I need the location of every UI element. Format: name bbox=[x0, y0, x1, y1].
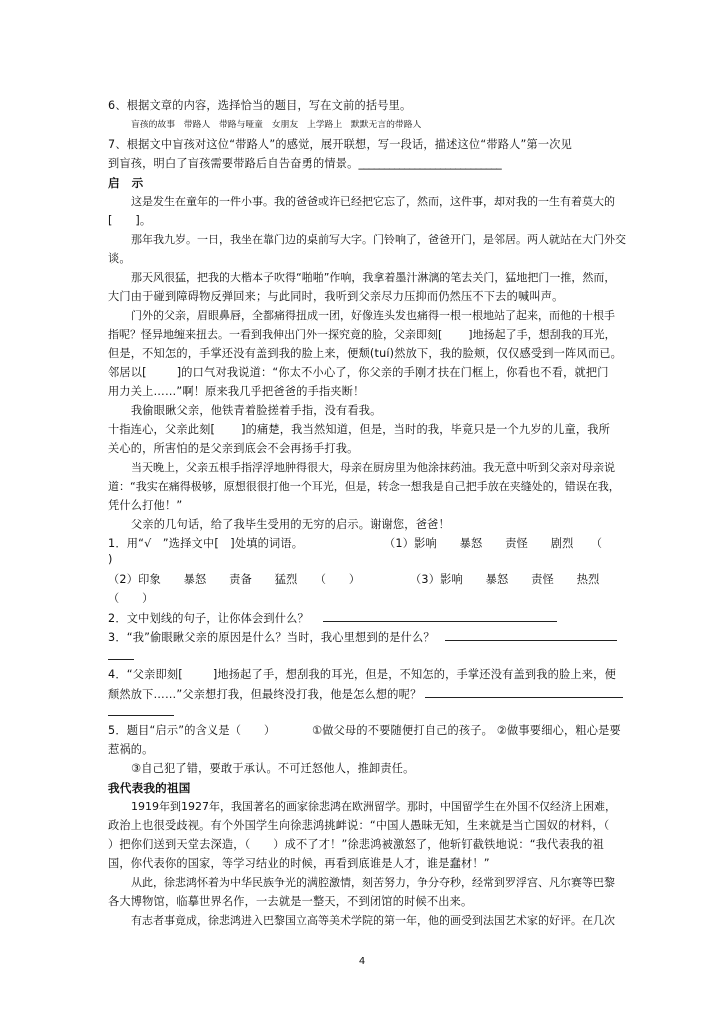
paragraph-2-line-1: 那年我九岁。一日，我坐在靠门边的桌前写大字。门铃响了，爸爸开门，是邻居。两人就站在大门外交 bbox=[131, 233, 626, 246]
question-7-line-1: 7、根据文中盲孩对这位“带路人”的感觉，展开联想，写一段话，描述这位“带路人”第一次见 bbox=[108, 138, 573, 151]
paragraph-4-text-d: ]的口气对我说道：“你太不小心了，你父亲的手刚才扶在门框上，你看也不看，就把门 bbox=[176, 366, 609, 379]
exercise-1-line-3 bbox=[108, 573, 628, 587]
exercise-3-answer-line[interactable] bbox=[445, 630, 617, 641]
section-title-qishi: 启 示 bbox=[108, 176, 144, 190]
exercise-4-text-a: 4．“父亲即刻[ bbox=[108, 668, 183, 681]
exercise-1-option-3[interactable]: （3）影响 暴怒 责怪 热烈 bbox=[410, 573, 600, 586]
exercise-2 bbox=[108, 611, 628, 626]
exercise-2-prompt: 2．文中划线的句子，让你体会到什么？ bbox=[108, 612, 309, 625]
exercise-4-line-3 bbox=[108, 705, 628, 720]
question-7-line-2 bbox=[108, 157, 628, 171]
paragraph-4-line-2 bbox=[108, 328, 628, 342]
paragraph-1-line-2: [ ]。 bbox=[108, 214, 152, 227]
exercise-4-answer-line-2[interactable] bbox=[108, 705, 174, 716]
exercise-5-prompt: 5．题目“启示”的含义是（ ） bbox=[108, 724, 276, 737]
page-number: 4 bbox=[358, 956, 366, 967]
exercise-4-line-2 bbox=[108, 687, 628, 702]
zuguo-paragraph-1-line-2: 政治上也很受歧视。有个外国学生向徐悲鸿挑衅说：“中国人愚昧无知，生来就是当亡国奴的材料，（ bbox=[108, 819, 610, 832]
exercise-5-line-2: 惹祸的。 bbox=[108, 743, 154, 756]
question-6-options: 盲孩的故事 带路人 带路与哑童 女朋友 上学路上 默默无言的带路人 bbox=[131, 120, 422, 130]
paragraph-3-line-2: 大门由于碰到障碍物反弹回来；与此同时，我听到父亲尽力压抑而仍然压不下去的喊叫声。 bbox=[108, 290, 564, 303]
paragraph-4-text-a: 指呢？怪异地缠来扭去。一看到我伸出门外一探究竟的脸，父亲即刻[ bbox=[108, 328, 443, 341]
paragraph-7-line-3: 凭什么打他！” bbox=[108, 499, 183, 512]
question-7-answer-blank[interactable]: ____________________________ bbox=[358, 157, 502, 170]
paragraph-6-text-b: ]的痛楚，我当然知道，但是，当时的我，毕竟只是一个九岁的儿童，我所 bbox=[241, 423, 611, 436]
paragraph-5-line-1: 我偷眼瞅父亲，他铁青着脸搓着手指，没有看我。 bbox=[131, 404, 382, 417]
zuguo-paragraph-1-line-1: 1919年到1927年，我国著名的画家徐悲鸿在欧洲留学。那时，中国留学生在外国不仅经济上困难， bbox=[131, 800, 616, 813]
exercise-3-answer-line-2[interactable] bbox=[108, 649, 134, 660]
exercise-4-prompt: 颓然放下……”父亲想打我，但最终没打我，他是怎么想的呢？ bbox=[108, 688, 422, 701]
paragraph-4-line-5: 用力关上……”啊！原来我几乎把爸爸的手指夹断！ bbox=[108, 385, 365, 398]
paragraph-6-line-1 bbox=[108, 423, 628, 437]
exercise-1-option-2[interactable]: （2）印象 暴怒 责备 猛烈 （ ） bbox=[108, 573, 361, 586]
zuguo-paragraph-3-line-1: 有志者事竟成，徐悲鸿进入巴黎国立高等美术学院的第一年，他的画受到法国艺术家的好评。在几次 bbox=[131, 914, 615, 927]
exercise-1-prompt: 1．用“√ ”选择文中[ ]处填的词语。 bbox=[108, 537, 304, 550]
zuguo-paragraph-2-line-1: 从此，徐悲鸿怀着为中华民族争光的满腔激情，刻苦努力，争分夺秒，经常到罗浮宫、凡尔赛等巴黎 bbox=[131, 876, 615, 889]
section-title-zuguo: 我代表我的祖国 bbox=[108, 781, 191, 795]
exercise-4-text-b: ]地扬起了手，想刮我的耳光，但是，不知怎的，手掌还没有盖到我的脸上来，便 bbox=[212, 668, 616, 681]
exercise-4 bbox=[108, 668, 628, 682]
paragraph-4-text-b: ]地扬起了手，想刮我的耳光， bbox=[468, 328, 616, 341]
paragraph-4-line-1: 门外的父亲，眉眼鼻唇，全都痛得扭成一团，好像连头发也痛得一根一根地站了起来，而他的十根手 bbox=[131, 309, 615, 322]
paragraph-4-line-3: 但是，不知怎的，手掌还没有盖到我的脸上来，便颓(tuí)然放下，我的脸颊，仅仅感受到一阵风而已。 bbox=[108, 347, 622, 360]
exercise-5-option-3: ③自己犯了错，要敢于承认。不可迁怒他人，推卸责任。 bbox=[131, 762, 415, 775]
zuguo-paragraph-1-line-3: ）把你们送到天堂去深造，（ ）成不了才！”徐悲鸿被激怒了，他斩钉截铁地说：“我代表我的祖 bbox=[108, 838, 605, 851]
exercise-3-prompt: 3．“我”偷眼瞅父亲的原因是什么？当时，我心里想到的是什么？ bbox=[108, 631, 435, 644]
zuguo-paragraph-1-line-4: 国，你代表你的国家，等学习结业的时候，再看到底谁是人才，谁是蠢材！” bbox=[108, 857, 490, 870]
paragraph-3-line-1: 那天风很猛，把我的大楷本子吹得“啪啪”作响，我拿着墨汁淋漓的笔去关门，猛地把门一推，然而， bbox=[131, 271, 616, 284]
question-6-prompt: 6、根据文章的内容，选择恰当的题目，写在文前的括号里。 bbox=[108, 99, 412, 112]
exercise-1-line-2: ) bbox=[108, 553, 113, 566]
question-7-text: 到盲孩，明白了盲孩需要带路后自告奋勇的情景。 bbox=[108, 157, 359, 170]
paragraph-1-line-1: 这是发生在童年的一件小事。我的爸爸或许已经把它忘了，然而，这件事，却对我的一生有着莫大的 bbox=[131, 195, 615, 208]
paragraph-8-line-1: 父亲的几句话，给了我毕生受用的无穷的启示。谢谢您，爸爸！ bbox=[131, 518, 450, 531]
paragraph-6-text-a: 十指连心，父亲此刻[ bbox=[108, 423, 216, 436]
exercise-1-option-1[interactable]: （1）影响 暴怒 责怪 剧烈 （ bbox=[384, 537, 603, 550]
paragraph-6-line-2: 关心的，所害怕的是父亲到底会不会再扬手打我。 bbox=[108, 442, 359, 455]
paragraph-7-line-2: 道：“我实在痛得极够，原想很很打他一个耳光，但是，转念一想我是自己把手放在夹缝处的，错误在我， bbox=[108, 480, 620, 493]
paragraph-4-line-4 bbox=[108, 366, 628, 380]
paragraph-2-line-2: 谈。 bbox=[108, 252, 131, 265]
exercise-3-line-2 bbox=[108, 649, 628, 664]
exercise-3 bbox=[108, 630, 628, 645]
exercise-4-answer-line[interactable] bbox=[425, 687, 623, 698]
paragraph-4-text-c: 邻居以[ bbox=[108, 366, 147, 379]
exercise-2-answer-line[interactable] bbox=[323, 611, 557, 622]
zuguo-paragraph-2-line-2: 各大博物馆，临摹世界名作，一去就是一整天，不到闭馆的时候不出来。 bbox=[108, 895, 473, 908]
exercise-1-line-4: （ ） bbox=[108, 592, 154, 605]
exercise-5-options-1-2: ①做父母的不要随便打自己的孩子。 ②做事要细心，粗心是要 bbox=[312, 724, 621, 737]
exercise-1-line-1 bbox=[108, 537, 628, 551]
paragraph-7-line-1: 当天晚上，父亲五根手指浮浮地肿得很大，母亲在厨房里为他涂抹药油。我无意中听到父亲对母亲说 bbox=[131, 461, 615, 474]
exercise-5 bbox=[108, 724, 628, 738]
